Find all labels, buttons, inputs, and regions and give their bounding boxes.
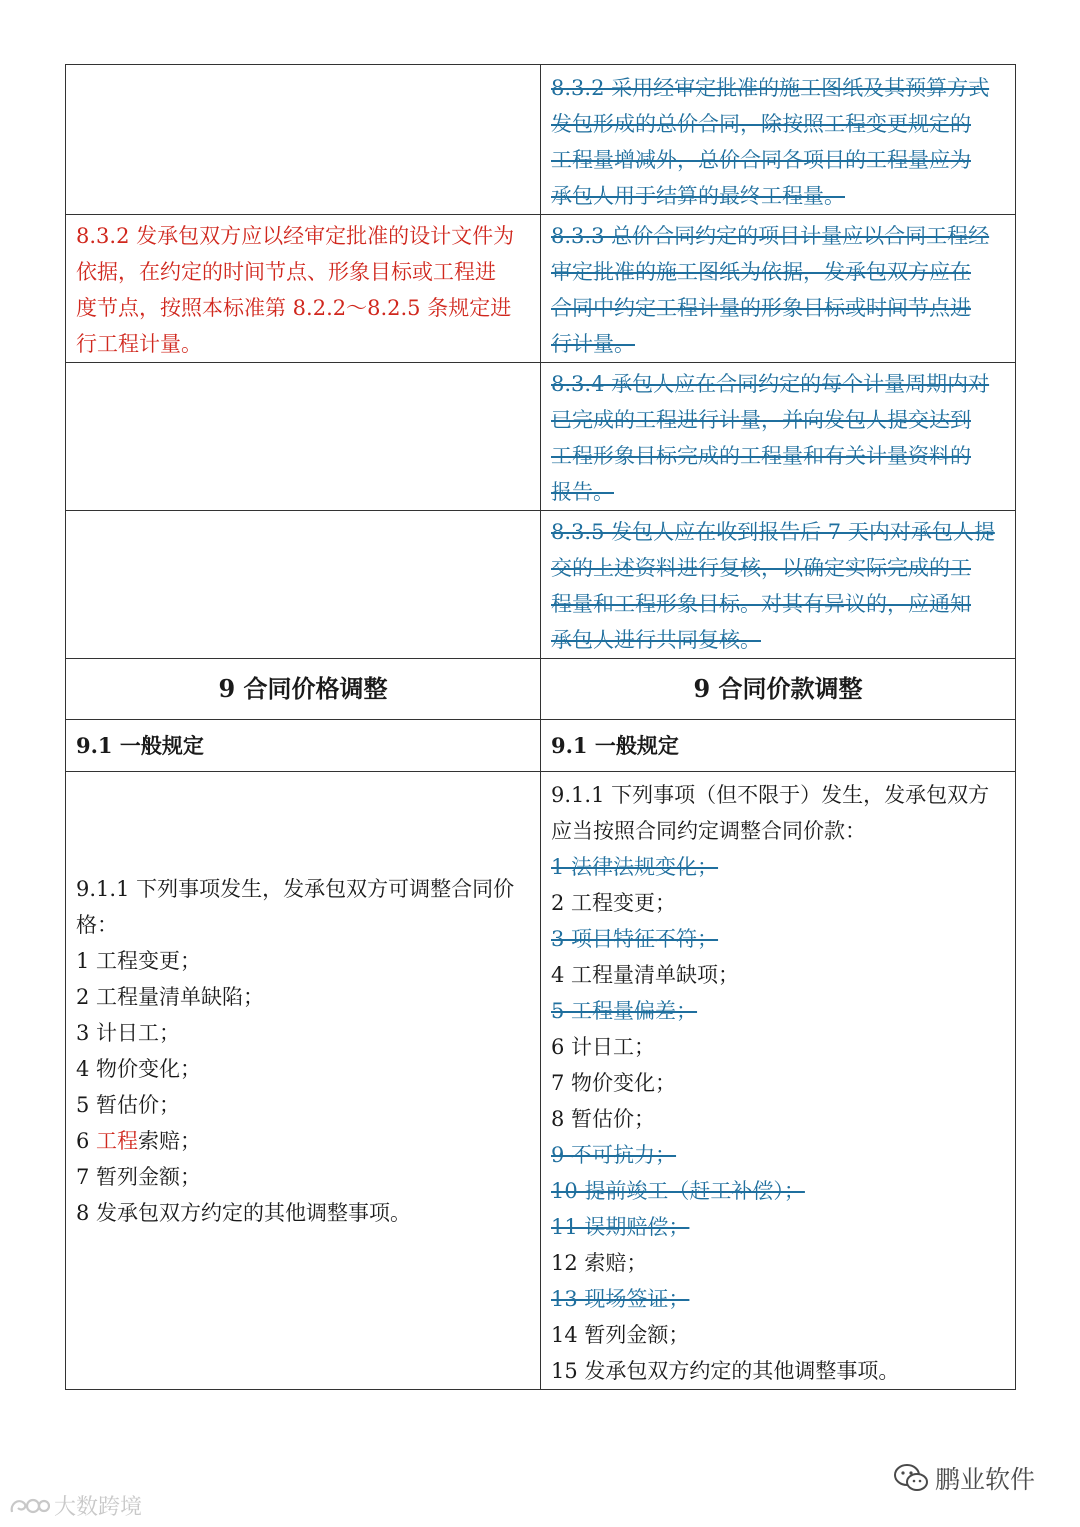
left-cell [66, 511, 541, 659]
intro-line: 9.1.1 下列事项（但不限于）发生，发承包双方 [551, 783, 990, 807]
watermark-right [893, 1460, 1035, 1496]
clause-line: 发包形成的总价合同，除按照工程变更规定的 [551, 112, 971, 136]
list-item: 1 工程变更； [76, 948, 202, 973]
clause-line: 8.3.2 采用经审定批准的施工图纸及其预算方式 [551, 76, 990, 100]
list-item: 4 工程量清单缺项； [551, 963, 740, 987]
section-title-left: 9 合同价格调整 [66, 659, 541, 720]
left-list-cell [66, 772, 541, 1390]
table-row [66, 511, 1016, 659]
section-title-right: 9 合同价款调整 [541, 659, 1016, 720]
swirl-logo-icon [8, 1494, 50, 1518]
right-list-cell [541, 772, 1016, 1390]
watermark-left [8, 1490, 142, 1521]
list-item: 7 物价变化； [551, 1071, 677, 1095]
table-row [66, 65, 1016, 215]
clause-line: 8.3.3 总价合同约定的项目计量应以合同工程经 [551, 224, 990, 248]
intro-line: 应当按照合同约定调整合同价款： [551, 819, 866, 843]
list-item: 14 暂列金额； [551, 1323, 690, 1347]
clause-line: 依据，在约定的时间节点、形象目标或工程进 [76, 260, 496, 284]
intro-line: 9.1.1 下列事项发生，发承包双方可调整合同价 [76, 876, 515, 901]
list-item: 2 工程量清单缺陷； [76, 984, 265, 1009]
watermark-right-text: 鹏业软件 [935, 1465, 1036, 1494]
list-item-claim [76, 1123, 530, 1159]
subsection-title-right: 9.1 一般规定 [541, 720, 1016, 772]
clause-line: 程量和工程形象目标。对其有异议的，应通知 [551, 592, 971, 616]
list-item: 6 计日工； [551, 1035, 656, 1059]
clause-line: 工程量增减外，总价合同各项目的工程量应为 [551, 148, 971, 172]
table-row [66, 363, 1016, 511]
section-header-row [66, 659, 1016, 720]
subsection-title-left: 9.1 一般规定 [66, 720, 541, 772]
list-item-deleted: 11 误期赔偿； [551, 1215, 690, 1239]
left-cell [66, 215, 541, 363]
clause-line: 合同中约定工程计量的形象目标或时间节点进 [551, 296, 971, 320]
list-item-deleted: 10 提前竣工（赶工补偿）； [551, 1179, 805, 1203]
wechat-icon [893, 1463, 929, 1493]
list-item: 12 索赔； [551, 1251, 648, 1275]
clause-line: 8.3.4 承包人应在合同约定的每个计量周期内对 [551, 372, 990, 396]
list-item: 5 暂估价； [76, 1092, 181, 1117]
clause-line: 工程形象目标完成的工程量和有关计量资料的 [551, 444, 971, 468]
right-cell [541, 215, 1016, 363]
list-item: 8 暂估价； [551, 1107, 656, 1131]
list-item-suffix: 索赔； [138, 1128, 202, 1153]
right-cell [541, 363, 1016, 511]
clause-line: 行工程计量。 [76, 332, 202, 356]
watermark-left-text: 大数跨境 [54, 1495, 143, 1520]
table-row [66, 215, 1016, 363]
right-cell [541, 511, 1016, 659]
clause-line: 审定批准的施工图纸为依据，发承包双方应在 [551, 260, 971, 284]
list-item-deleted: 9 不可抗力； [551, 1143, 677, 1167]
clause-line: 8.3.2 发承包双方应以经审定批准的设计文件为 [76, 224, 515, 248]
subsection-header-row [66, 720, 1016, 772]
table-row [66, 772, 1016, 1390]
clause-line: 度节点，按照本标准第 8.2.2～8.2.5 条规定进 [76, 296, 512, 320]
list-item: 15 发承包双方约定的其他调整事项。 [551, 1359, 900, 1383]
list-item-prefix: 6 [76, 1128, 97, 1153]
list-item: 4 物价变化； [76, 1056, 202, 1081]
intro-line: 格： [76, 912, 118, 937]
clause-line: 承包人进行共同复核。 [551, 628, 761, 652]
left-cell [66, 65, 541, 215]
clause-line: 承包人用于结算的最终工程量。 [551, 184, 845, 208]
clause-line: 已完成的工程进行计量，并向发包人提交达到 [551, 408, 971, 432]
clause-line: 报告。 [551, 480, 614, 504]
inserted-text: 工程 [96, 1128, 139, 1153]
list-item-deleted: 3 项目特征不符； [551, 927, 719, 951]
left-cell [66, 363, 541, 511]
list-item-deleted: 1 法律法规变化； [551, 855, 719, 879]
right-cell [541, 65, 1016, 215]
clause-line: 交的上述资料进行复核，以确定实际完成的工 [551, 556, 971, 580]
list-item: 3 计日工； [76, 1020, 181, 1045]
comparison-table [65, 64, 1016, 1390]
clause-line: 8.3.5 发包人应在收到报告后 7 天内对承包人提 [551, 520, 995, 544]
list-item: 7 暂列金额； [76, 1164, 202, 1189]
list-item: 8 发承包双方约定的其他调整事项。 [76, 1200, 412, 1225]
list-item-deleted: 5 工程量偏差； [551, 999, 698, 1023]
clause-line: 行计量。 [551, 332, 635, 356]
list-item: 2 工程变更； [551, 891, 677, 915]
list-item-deleted: 13 现场签证； [551, 1287, 690, 1311]
